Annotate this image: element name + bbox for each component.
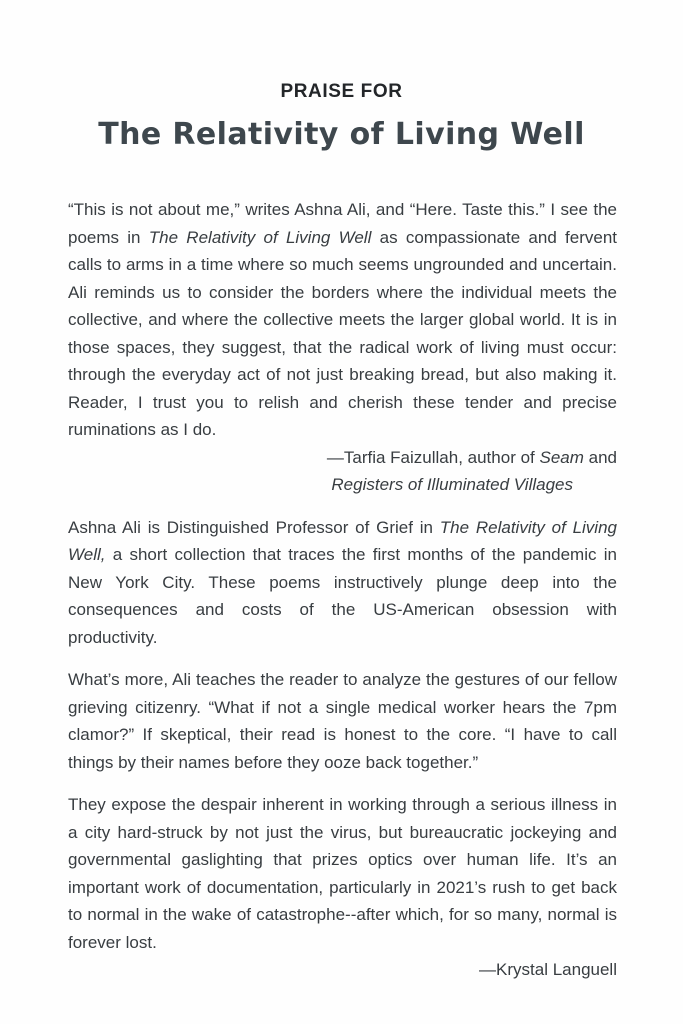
praise-quote-languell: They expose the despair inherent in working through a serious illness in a city hard-struck by not just the virus, but bureaucratic jockeying and governmental gaslighting that prizes optics over human life. It’s an important work of documentation, particularly in 2021’s rush to get back to normal in the wake of catastrophe--after which, for so many, normal is forever lost. [68,795,617,952]
attribution-work-registers: Registers of Illuminated Villages [331,475,573,494]
praise-quote-faizullah [68,196,617,444]
praise1-text-after: as compassionate and fervent calls to arms in a time where so much seems ungrounded and uncertain. Ali reminds us to consider the borders where the individual meets the collective, and where the collective meets the larger global world. It is in those spaces, they suggest, that the radical work of living must occur: through the everyday act of not just breaking bread, but also making it. Reader, I trust you to relish and cherish these tender and precise ruminations as I do. [68,227,618,439]
book-title-heading: The Relativity of Living Well [98,117,585,152]
praise1-book-title: The Relativity of Living Well [148,227,372,247]
attribution-faizullah [68,444,617,499]
praise1-text-before: “This is not about me,” writes Ashna Ali, and “Here. Taste this.” I see the poems in [68,200,617,247]
praise-paragraph-analysis: What’s more, Ali teaches the reader to analyze the gestures of our fellow grieving citizenry. “What if not a single medical worker hears the 7pm clamor?” If skeptical, their read is honest to the core. “I have to call things by their names before they ooze back together.” [68,670,617,772]
page-content [68,196,617,984]
attribution-faizullah-prefix: —Tarfia Faizullah, author of [326,447,540,467]
attribution-faizullah-suffix: and [583,447,617,467]
attribution-work-seam: Seam [539,447,584,467]
attribution-languell: —Krystal Languell [479,960,617,979]
attribution-faizullah-line1 [327,448,617,467]
about-book-paragraph [68,514,617,652]
praise-for-heading: PRAISE FOR [280,81,403,102]
about-text-after: a short collection that traces the first months of the pandemic in New York City. These poems instructively plunge deep into the consequences and costs of the US-American obsession with productivity. [68,545,617,647]
about-text-before: Ashna Ali is Distinguished Professor of Grief in [68,517,440,537]
about-book-title: The Relativity of Living Well, [68,517,617,564]
